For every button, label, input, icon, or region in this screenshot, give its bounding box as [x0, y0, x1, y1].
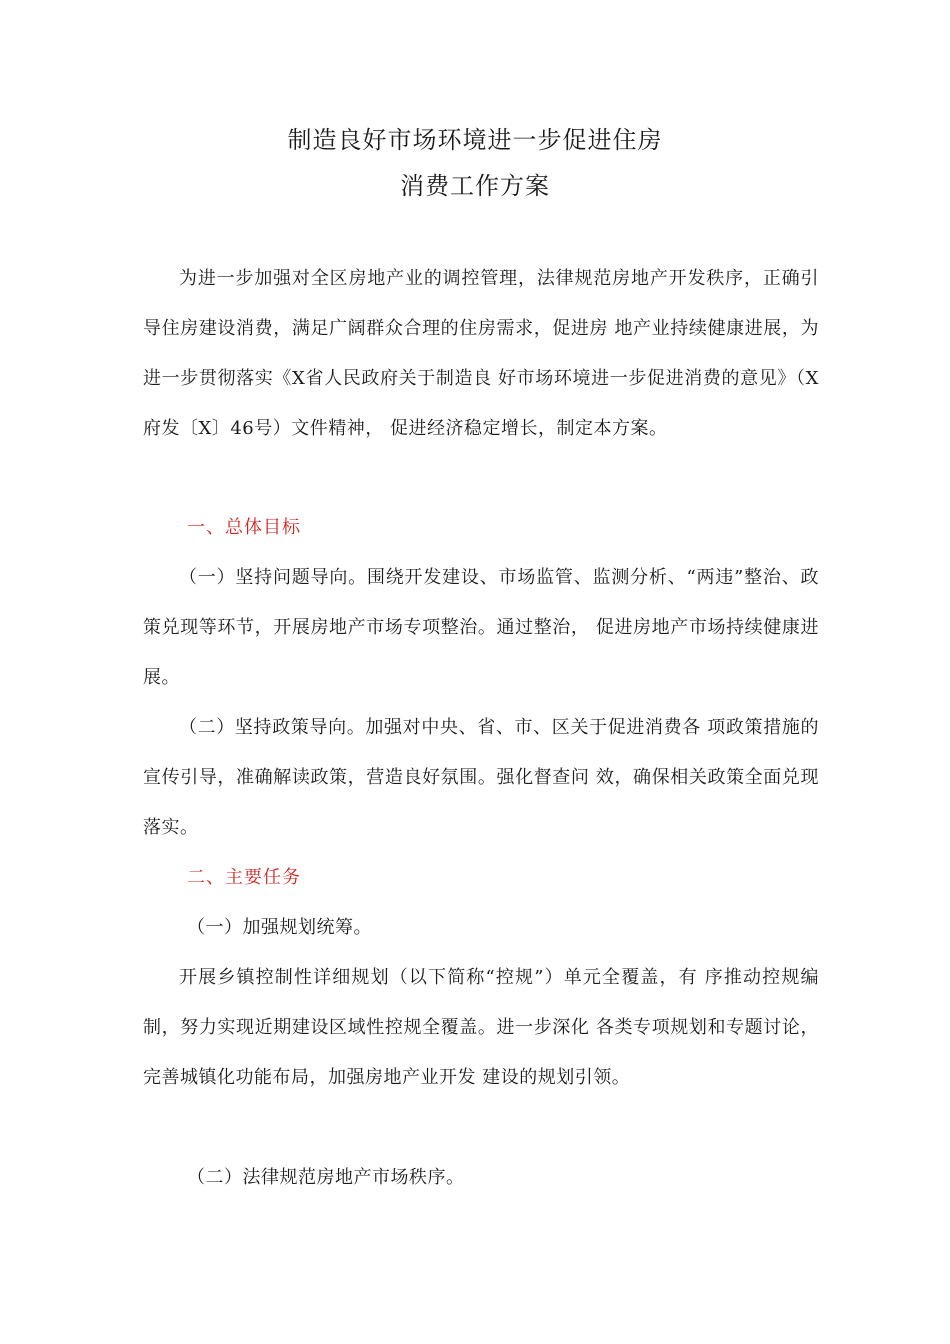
- document-title-line2: 消费工作方案: [400, 172, 550, 200]
- task-subheading-2: （二）法律规范房地产市场秩序。: [187, 1167, 465, 1188]
- document-title-line1: 制造良好市场环境进一步促进住房: [287, 126, 663, 154]
- task-subheading-1: （一）加强规划统筹。: [187, 917, 372, 938]
- section-heading-goals: 一、总体目标: [187, 517, 301, 538]
- section-heading-tasks: 二、主要任务: [187, 867, 301, 888]
- task-paragraph-1: 开展乡镇控制性详细规划（以下简称“控规”）单元全覆盖，有 序推动控规编制，努力实现近期建设区域性控规全覆盖。进一步深化 各类专项规划和专题讨论，完善城镇化功能布局，加强房地产业开发 建设的规划引领。: [143, 967, 819, 1088]
- goal-paragraph-1: （一）坚持问题导向。围绕开发建设、市场监管、监测分析、“两违”整治、政策兑现等环节，开展房地产市场专项整治。通过整治， 促进房地产市场持续健康进展。: [143, 567, 819, 688]
- intro-paragraph: 为进一步加强对全区房地产业的调控管理，法律规范房地产开发秩序，正确引导住房建设消费，满足广阔群众合理的住房需求，促进房 地产业持续健康进展，为进一步贯彻落实《X省人民政府关于制造良 好市场环境进一步促进消费的意见》（X府发〔X〕46号）文件精神， 促进经济稳定增长，制定本方案。: [143, 268, 819, 439]
- goal-paragraph-2: （二）坚持政策导向。加强对中央、省、市、区关于促进消费各 项政策措施的宣传引导，准确解读政策，营造良好氛围。强化督查问 效，确保相关政策全面兑现落实。: [143, 717, 819, 838]
